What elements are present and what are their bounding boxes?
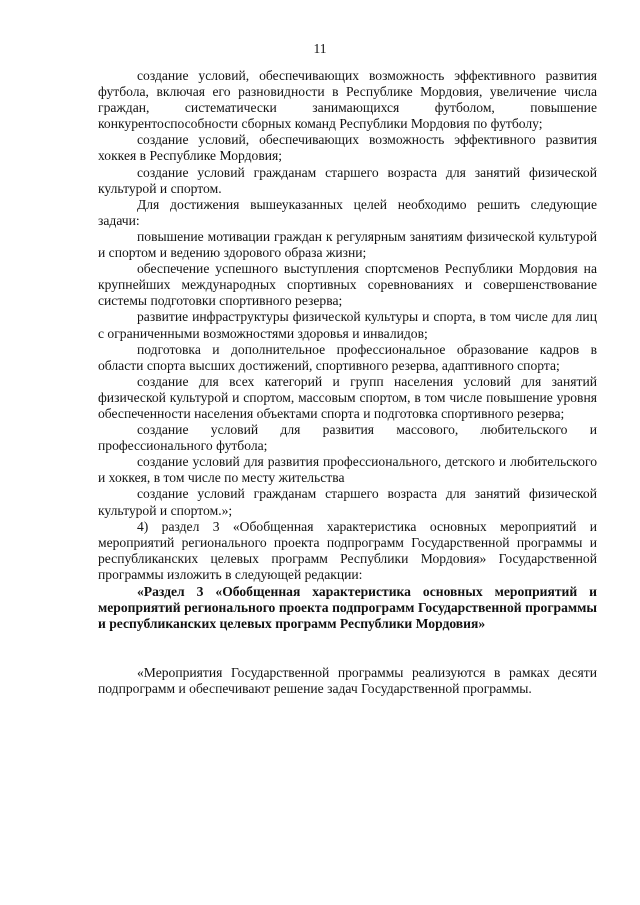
paragraph-task-infrastructure: развитие инфраструктуры физической культуры и спорта, в том числе для лиц с ограниченными возможностями здоровья и инвалидов; — [98, 309, 597, 341]
paragraph-section-amendment: 4) раздел 3 «Обобщенная характеристика основных мероприятий и мероприятий регионального проекта подпрограмм Государственной программы и республиканских целевых программ Республики Мордовия» Государственной программы изложить в следующей редакции: — [98, 518, 597, 582]
paragraph-task-personnel: подготовка и дополнительное профессиональное образование кадров в области спорта высших достижений, спортивного резерва, адаптивного спорта; — [98, 341, 597, 373]
page-number: 11 — [313, 41, 327, 56]
paragraph-closing: «Мероприятия Государственной программы реализуются в рамках десяти подпрограмм и обеспечивают решение задач Государственной программы. — [98, 665, 597, 697]
paragraph-task-athletes: обеспечение успешного выступления спортсменов Республики Мордовия на крупнейших международных спортивных соревнованиях и совершенствование системы подготовки спортивного резерва; — [98, 261, 597, 309]
paragraph-tasks-intro: Для достижения вышеуказанных целей необходимо решить следующие задачи: — [98, 196, 597, 228]
document-body — [98, 68, 597, 697]
paragraph-task-motivation: повышение мотивации граждан к регулярным занятиям физической культурой и спортом и ведению здорового образа жизни; — [98, 228, 597, 261]
section-heading: «Раздел 3 «Обобщенная характеристика основных мероприятий и мероприятий регионального проекта подпрограмм Государственной программы и республиканских целевых программ Республики Мордовия» — [98, 584, 597, 632]
paragraph-task-hockey: создание условий для развития профессионального, детского и любительского и хоккея, в том числе по месту жительства — [98, 454, 597, 486]
paragraph-task-mass-sport: создание для всех категорий и групп населения условий для занятий физической культурой и спортом, массовым спортом, в том числе повышение уровня обеспеченности населения объектами спорта и подготовка спортивного резерва; — [98, 373, 597, 421]
paragraph-senior-sport-conditions: создание условий гражданам старшего возраста для занятий физической культурой и спортом. — [98, 164, 597, 196]
paragraph-football-conditions: создание условий, обеспечивающих возможность эффективного развития футбола, включая его разновидности в Республике Мордовия, увеличение числа граждан, систематически занимающихся футболом, повышение конкурентоспособности сборных команд Республики Мордовия по футболу; — [98, 68, 597, 132]
paragraph-task-senior: создание условий гражданам старшего возраста для занятий физической культурой и спортом.»; — [98, 486, 597, 518]
paragraph-hockey-conditions: создание условий, обеспечивающих возможность эффективного развития хоккея в Республике Мордовия; — [98, 132, 597, 164]
paragraph-task-football: создание условий для развития массового, любительского и профессионального футбола; — [98, 422, 597, 454]
